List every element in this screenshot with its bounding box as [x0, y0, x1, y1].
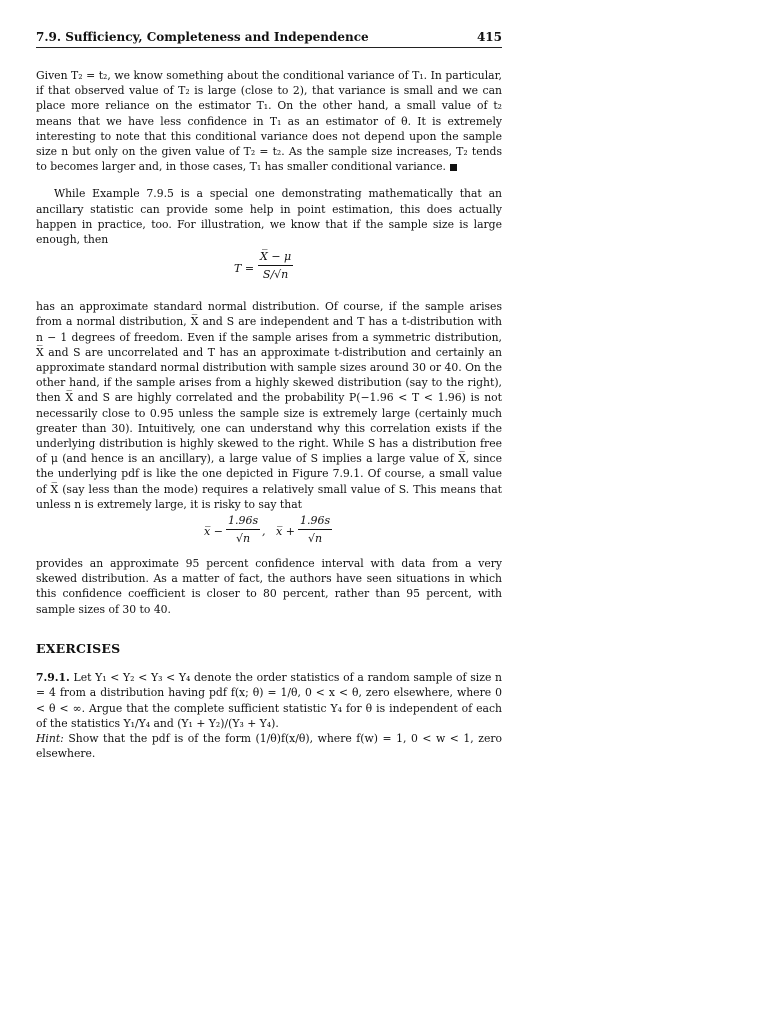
interval-right-prefix: x̅ + — [276, 525, 295, 539]
fraction-denominator: S/√n — [262, 268, 289, 282]
section-title: 7.9. Sufficiency, Completeness and Independence — [36, 30, 369, 44]
paragraph-conditional-variance — [36, 68, 502, 174]
hint-label: Hint: — [36, 731, 64, 745]
paragraph-confidence-coefficient: provides an approximate 95 percent confidence interval with data from a very skewed distribution. As a matter of fact, the authors have seen situations in which this confidence coefficient is closer to 80 percent, rather than 95 percent, with sample sizes of 30 to 40. — [36, 557, 502, 616]
hint-text: Show that the pdf is of the form (1/θ)f(x/θ), where f(w) = 1, 0 < w < 1, zero elsewhere. — [36, 731, 502, 761]
interval-left-prefix: x̅ − — [204, 525, 223, 539]
exercises-heading: EXERCISES — [36, 640, 121, 656]
equation-lhs: T = — [234, 262, 255, 276]
paragraph-skewed-distribution: has an approximate standard normal distribution. Of course, if the sample arises from a normal distribution, X̅ and S are independent and T has a t-distribution with n − 1 degrees of freedom. Even if the sample arises from a symmetric distribution, X̅ and S are uncorrelated and T has an approximate t-distribution and certainly an approximate standard normal distribution with sample sizes around 30 or 40. On the other hand, if the sample arises from a highly skewed distribution (say to the right), then X̅ and S are highly correlated and the probability P(−1.96 < T < 1.96) is not necessarily close to 0.95 unless the sample size is extremely large (certainly much greater than 30). Intuitively, one can understand why this correlation exists if the underlying distribution is highly skewed to the right. While S has a distribution free of μ (and hence is an ancillary), a large value of S implies a large value of X̅, since the underlying pdf is like the one depicted in Figure 7.9.1. Of course, a small value of X̅ (say less than the mode) requires a relatively small value of S. This means that unless n is extremely large, it is risky to say that — [36, 300, 503, 511]
fraction-numerator: 1.96s — [298, 513, 332, 530]
fraction — [258, 249, 293, 282]
equation-t-statistic — [36, 247, 502, 295]
interval-right-fraction — [298, 513, 332, 546]
exercise-7-9-1 — [36, 670, 502, 761]
fraction-numerator: X̅ − μ — [258, 249, 293, 266]
end-of-proof-icon — [450, 164, 457, 171]
body-text — [36, 68, 502, 761]
running-header — [36, 30, 502, 48]
exercise-text: Let Y₁ < Y₂ < Y₃ < Y₄ denote the order statistics of a random sample of size n = 4 from a distribution having pdf f(x; θ) = 1/θ, 0 < x < θ, zero elsewhere, where 0 < θ < ∞. Argue that the complete sufficient statistic Y₄ for θ is independent of each of the statistics Y₁/Y₄ and (Y₁ + Y₂)/(Y₃ + Y₄). — [36, 671, 502, 730]
interval-left-fraction — [226, 513, 260, 546]
paragraph-ancillary-statistic: While Example 7.9.5 is a special one demonstrating mathematically that an ancillary statistic can provide some help in point estimation, this does actually happen in practice, too. For illustration, we know that if the sample size is large enough, then — [36, 187, 502, 247]
fraction-denominator: √n — [308, 532, 323, 546]
fraction-denominator: √n — [236, 532, 251, 546]
book-page — [36, 30, 502, 761]
exercise-label: 7.9.1. — [36, 671, 70, 685]
paragraph-text: Given T₂ = t₂, we know something about the conditional variance of T₁. In particular, if that observed value of T₂ is large (close to 2), that variance is small and we can place more reliance on the estimator T₁. On the other hand, a small value of t₂ means that we have less confidence in T₁ as an estimator of θ. It is extremely interesting to note that this conditional variance does not depend upon the sample size n but only on the given value of T₂ = t₂. As the sample size increases, T₂ tends to becomes larger and, in those cases, T₁ has smaller conditional variance. — [36, 69, 502, 174]
fraction-numerator: 1.96s — [226, 513, 260, 530]
equation-confidence-interval — [36, 512, 502, 552]
page-number: 415 — [476, 30, 502, 44]
interval-separator: , — [262, 525, 266, 539]
